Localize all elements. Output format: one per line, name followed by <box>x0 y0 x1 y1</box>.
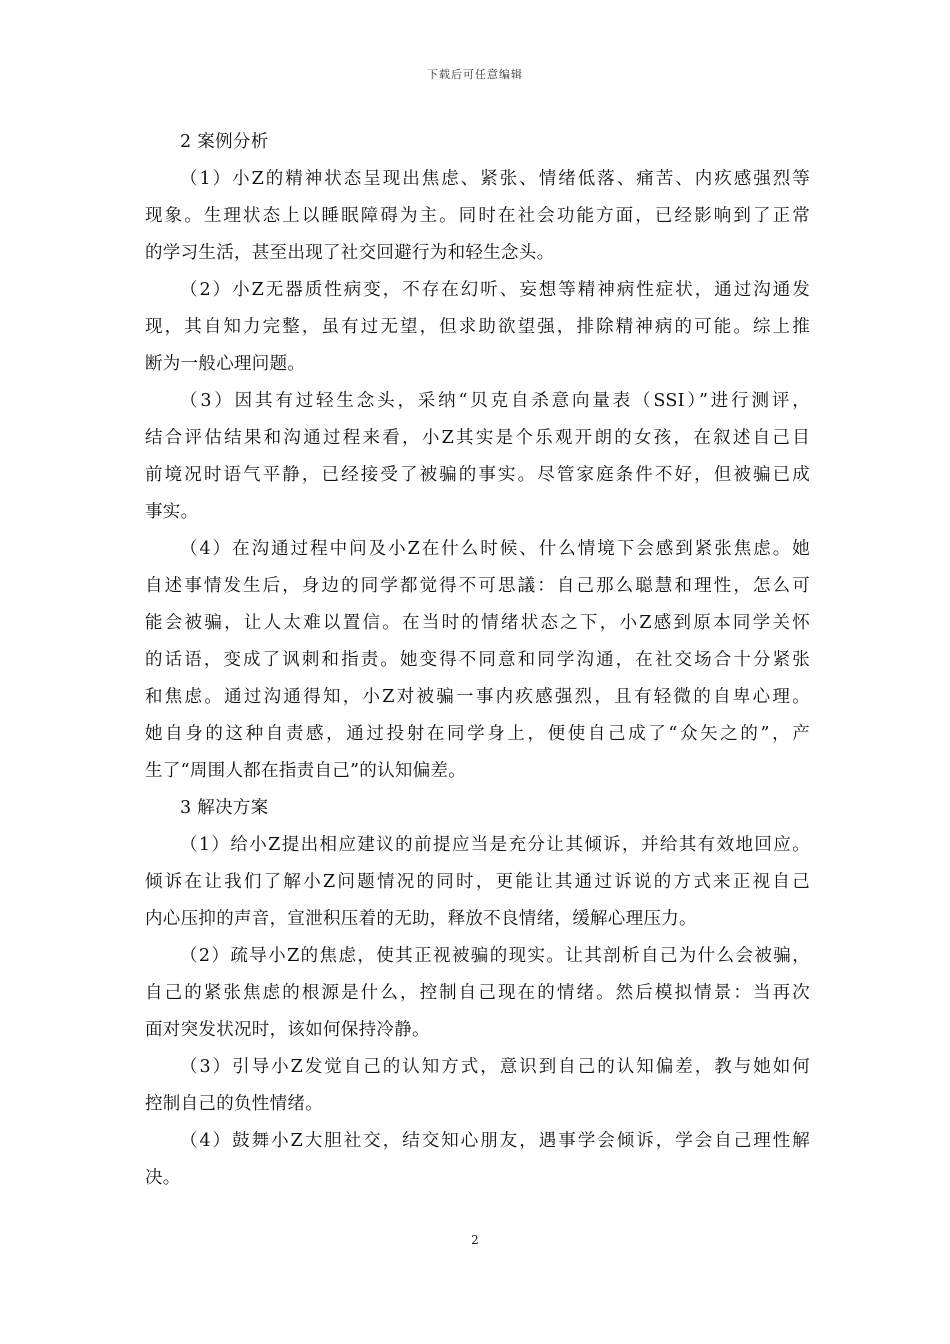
paragraph-3-1 <box>145 827 810 938</box>
text-line: 的话语，变成了讽刺和指责。她变得不同意和同学沟通，在社交场合十分紧张 <box>145 650 810 670</box>
section-heading-solution: 3 解决方案 <box>180 798 269 818</box>
text-line: 的学习生活，甚至出现了社交回避行为和轻生念头。 <box>145 243 555 263</box>
text-line: 前境况时语气平静，已经接受了被骗的事实。尽管家庭条件不好，但被骗已成 <box>145 465 810 485</box>
text-line: （4）鼓舞小Z大胆社交，结交知心朋友，遇事学会倾诉，学会自己理性解 <box>180 1131 810 1151</box>
text-line: 现象。生理状态上以睡眠障碍为主。同时在社会功能方面，已经影响到了正常 <box>145 206 810 226</box>
paragraph-2-3 <box>145 383 810 531</box>
text-line: 面对突发状况时，该如何保持冷静。 <box>145 1020 430 1040</box>
text-line: 内心压抑的声音，宣泄积压着的无助，释放不良情绪，缓解心理压力。 <box>145 909 697 929</box>
paragraph-3-4 <box>145 1123 810 1197</box>
text-line: （3）引导小Z发觉自己的认知方式，意识到自己的认知偏差，教与她如何 <box>180 1057 810 1077</box>
document-body <box>145 124 810 1197</box>
text-line: 事实。 <box>145 502 199 522</box>
text-line: 她自身的这种自责感，通过投射在同学身上，便使自己成了“众矢之的”，产 <box>145 724 810 744</box>
text-line: （4）在沟通过程中问及小Z在什么时候、什么情境下会感到紧张焦虑。她 <box>180 539 810 559</box>
text-line: （2）小Z无器质性病变，不存在幻听、妄想等精神病性症状，通过沟通发 <box>180 280 810 300</box>
text-line: 和焦虑。通过沟通得知，小Z对被骗一事内疚感强烈，且有轻微的自卑心理。 <box>145 687 810 707</box>
text-line: 自述事情发生后，身边的同学都觉得不可思議：自己那么聪慧和理性，怎么可 <box>145 576 810 596</box>
text-line: 控制自己的负性情绪。 <box>145 1094 323 1114</box>
text-line: （1）小Z的精神状态呈现出焦虑、紧张、情绪低落、痛苦、内疚感强烈等 <box>180 169 810 189</box>
text-line: （2）疏导小Z的焦虑，使其正视被骗的现实。让其剖析自己为什么会被骗， <box>180 946 810 966</box>
text-line: 能会被骗，让人太难以置信。在当时的情绪状态之下，小Z感到原本同学关怀 <box>145 613 810 633</box>
text-line: 决。 <box>145 1168 181 1188</box>
text-line: （3）因其有过轻生念头，采纳“贝克自杀意向量表（SSI）”进行测评， <box>180 391 810 411</box>
text-line: 自己的紧张焦虑的根源是什么，控制自己现在的情绪。然后模拟情景：当再次 <box>145 983 810 1003</box>
text-line: 倾诉在让我们了解小Z问题情况的同时，更能让其通过诉说的方式来正视自己 <box>145 872 810 892</box>
text-line: 结合评估结果和沟通过程来看，小Z其实是个乐观开朗的女孩，在叙述自己目 <box>145 428 810 448</box>
section-heading-case-analysis: 2 案例分析 <box>180 132 269 152</box>
paragraph-3-3 <box>145 1049 810 1123</box>
paragraph-2-2 <box>145 272 810 383</box>
text-line: 生了“周围人都在指责自己”的认知偏差。 <box>145 761 467 781</box>
paragraph-3-2 <box>145 938 810 1049</box>
page-header: 下载后可任意编辑 <box>427 68 523 81</box>
text-line: （1）给小Z提出相应建议的前提应当是充分让其倾诉，并给其有效地回应。 <box>180 835 810 855</box>
paragraph-2-4 <box>145 531 810 790</box>
paragraph-2-1 <box>145 161 810 272</box>
page-number: 2 <box>471 1233 479 1247</box>
text-line: 断为一般心理问题。 <box>145 354 306 374</box>
text-line: 现，其自知力完整，虽有过无望，但求助欲望强，排除精神病的可能。综上推 <box>145 317 810 337</box>
